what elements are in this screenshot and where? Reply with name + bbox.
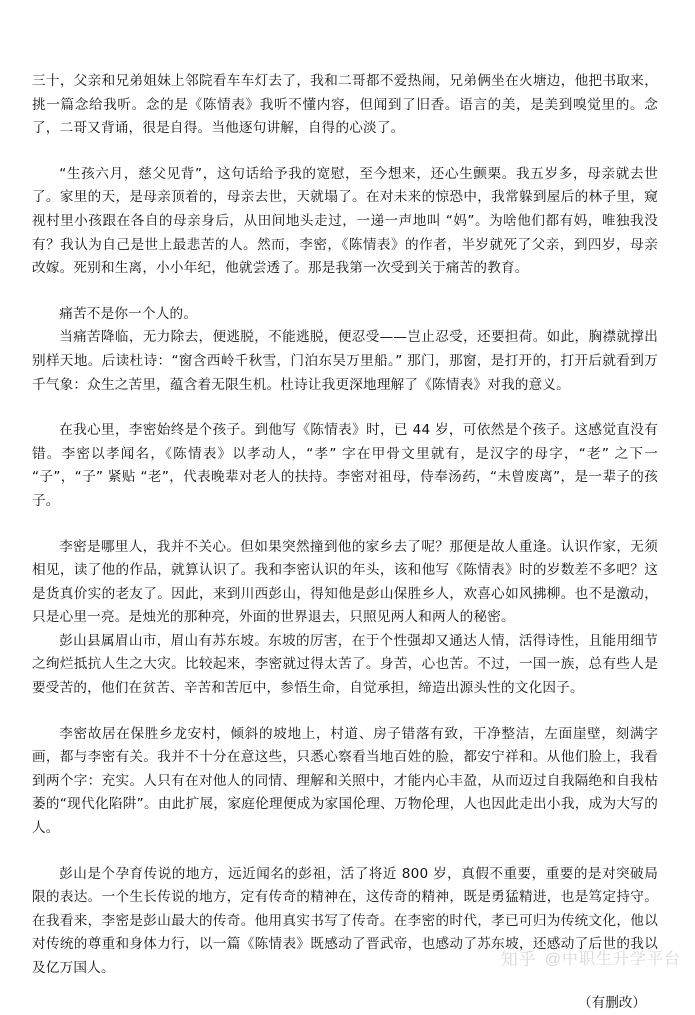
paragraph-1: 三十，父亲和兄弟姐妹上邻院看车车灯去了，我和二哥都不爱热闹，兄弟俩坐在火塘边，他把书取来，挑一篇念给我听。念的是《陈情表》我听不懂内容，但闻到了旧香。语言的美，是美到嗅觉里的。念了，二哥又背诵，很是自得。当他逐句讲解，自得的心淡了。	[32, 73, 658, 137]
paragraph-4: 当痛苦降临，无力除去，便逃脱，不能逃脱，便忍受——岂止忍受，还要担荷。如此，胸襟就撑出别样天地。后读杜诗：“窗含西岭千秋雪，门泊东吴万里船。” 那门，那窗，是打开的，打开后就看到万千气象：众生之苦里，蕴含着无限生机。杜诗让我更深地理解了《陈情表》对我的意义。	[32, 329, 658, 393]
watermark	[501, 945, 681, 970]
source-note: （有删改）	[578, 994, 646, 1011]
paragraph-6: 李密是哪里人，我并不关心。但如果突然撞到他的家乡去了呢？那便是故人重逢。认识作家，无须相见，读了他的作品，就算认识了。我和李密认识的年头，该和他写《陈情表》时的岁数差不多吧？这是货真价实的老友了。因此，来到川西彭山，得知他是彭山保胜乡人，欢喜心如风拂柳。也不是激动，只是心里一亮。是烛光的那种亮，外面的世界退去，只照见两人和两人的秘密。	[32, 538, 658, 626]
paragraph-7: 彭山县属眉山市，眉山有苏东坡。东坡的厉害，在于个性强却又通达人情，活得诗性，且能用细节之绚烂抵抗人生之大灾。比较起来，李密就过得太苦了。身苦，心也苦。不过，一国一族，总有些人是要受苦的，他们在贫苦、辛苦和苦厄中，参悟生命，自觉承担，缔造出源头性的文化因子。	[32, 632, 658, 697]
watermark-handle: @中职生升学平台	[544, 951, 681, 968]
paragraph-2: “生孩六月，慈父见背”，这句话给予我的宽慰，至今想来，还心生颤栗。我五岁多，母亲就去世了。家里的天，是母亲顶着的，母亲去世，天就塌了。在对未来的惊恐中，我常躲到屋后的林子里，窥视村里小孩跟在各自的母亲身后，从田间地头走过，一递一声地叫 “妈”。为啥他们都有妈，唯独我没有？我认为自己是世上最悲苦的人。然而，李密，《陈情表》的作者，半岁就死了父亲，到四岁，母亲改嫁。死别和生离，小小年纪，他就尝透了。那是我第一次受到关于痛苦的教育。	[32, 165, 658, 277]
watermark-logo: 知乎	[500, 950, 537, 969]
paragraph-3: 痛苦不是你一个人的。	[59, 305, 198, 322]
paragraph-8: 李密故居在保胜乡龙安村，倾斜的坡地上，村道、房子错落有致，干净整洁，左面崖壁，刻满字画，都与李密有关。我并不十分在意这些，只悉心察看当地百姓的脸，都安宁祥和。从他们脸上，我看到两个字：充实。人只有在对他人的同情、理解和关照中，才能内心丰盈，从而迈过自我隔绝和自我枯萎的“现代化陷阱”。由此扩展，家庭伦理便成为家国伦理、万物伦理，人也因此走出小我，成为大写的人。	[32, 725, 658, 837]
paragraph-5: 在我心里，李密始终是个孩子。到他写《陈情表》时，已 44 岁，可依然是个孩子。这感觉直没有错。李密以孝闻名，《陈情表》以孝动人，“孝” 字在甲骨文里就有，是汉字的母字，“老” 之下一 “子”，“子” 紧贴 “老”，代表晚辈对老人的扶持。李密对祖母，侍奉汤药，“未曾废离”，是一辈子的孩子。	[32, 422, 658, 509]
paragraph-9: 彭山是个孕育传说的地方，远近闻名的彭祖，活了将近 800 岁，真假不重要，重要的是对突破局限的表达。一个生长传说的地方，定有传奇的精神在，这传奇的精神，既是勇猛精进，也是笃定持守。在我看来，李密是彭山最大的传奇。他用真实书写了传奇。在李密的时代，孝已可归为传统文化，他以对传统的尊重和身体力行，以一篇《陈情表》既感动了晋武帝，也感动了苏东坡，还感动了后世的我以及亿万国人。	[32, 865, 658, 976]
article-body	[32, 70, 658, 1015]
